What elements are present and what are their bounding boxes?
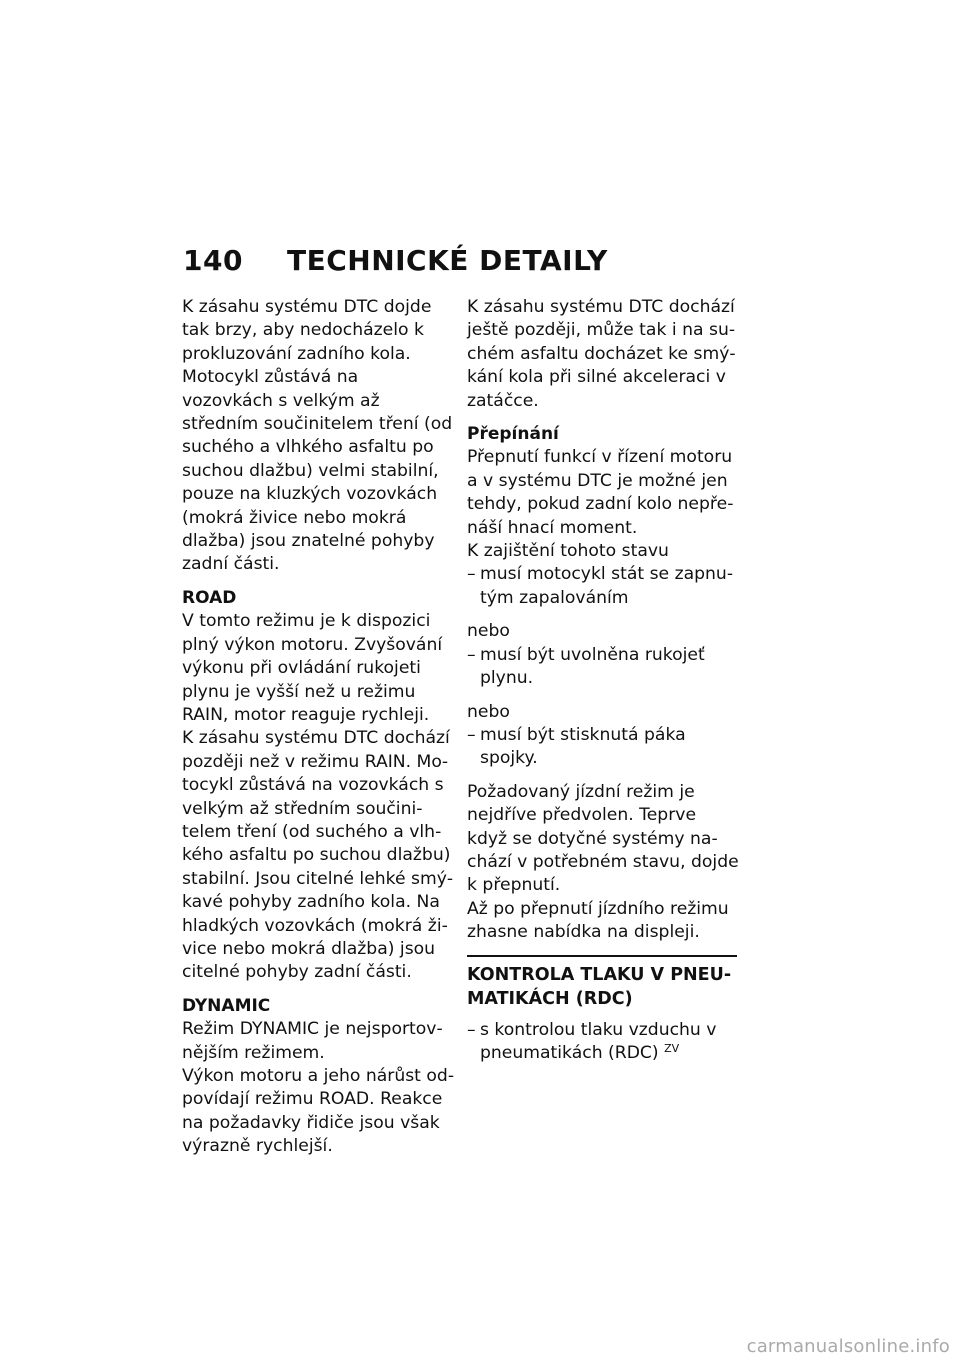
road-paragraph-2: K zásahu systému DTC dochází později než v režimu RAIN. Motocykl zůstává na vozovkách s velkým až středním součinitelem tření (od suchého a vlhkého asfaltu po suchou dlažbu) stabilní. Jsou citelné lehké smýkavé pohyby zadního kola. Na hladkých vozovkách (mokrá živice nebo mokrá dlažba) jsou citelné pohyby zadní části. — [182, 728, 454, 983]
switching-paragraph-3: Až po přepnutí jízdního režimu zhasne nabídka na displeji. — [467, 898, 729, 943]
dynamic-paragraph-1: Režim DYNAMIC je nejsportovnějším režimem. — [182, 1019, 443, 1063]
page-header — [183, 244, 743, 277]
page-number: 140 — [183, 244, 243, 277]
rdc-heading: KONTROLA TLAKU V PNEUMATIKÁCH (RDC) — [467, 955, 737, 1011]
list-item: – musí motocykl stát se zapnutým zapalováním — [467, 563, 739, 610]
or-text: nebo — [467, 621, 510, 642]
condition-list-2 — [467, 644, 739, 691]
dynamic-paragraph-2: Výkon motoru a jeho nárůst odpovídají režimu ROAD. Reakce na požadavky řidiče jsou však výrazně rychlejší. — [182, 1066, 455, 1157]
list-item: – musí být uvolněna rukojeť plynu. — [467, 644, 739, 691]
rdc-item-text: s kontrolou tlaku vzduchu v pneumatikách (RDC) — [480, 1019, 717, 1063]
list-item: – musí být stisknutá páka spojky. — [467, 724, 739, 771]
road-paragraph-1: V tomto režimu je k dispozici plný výkon motoru. Zvyšování výkonu při ovládání rukojeti plynu je vyšší než u režimu RAIN, motor reaguje rychleji. — [182, 611, 443, 725]
or-text: nebo — [467, 701, 510, 722]
rdc-list — [467, 1019, 739, 1066]
condition-list-3 — [467, 724, 739, 771]
dynamic-heading: DYNAMIC — [182, 995, 271, 1016]
switching-paragraph-1: Přepnutí funkcí v řízení motoru a v systému DTC je možné jen tehdy, pokud zadní kolo nepřenáší hnací moment. — [467, 447, 734, 538]
switching-paragraph-2: Požadovaný jízdní režim je nejdříve předvolen. Teprve když se dotyčné systémy nachází v potřebném stavu, dojde k přepnutí. — [467, 781, 739, 896]
left-column — [182, 296, 454, 1169]
list-item — [467, 1019, 739, 1066]
switching-heading: Přepínání — [467, 424, 559, 445]
right-column — [467, 296, 739, 1075]
optional-equipment-mark: ZV — [664, 1041, 680, 1055]
road-heading: ROAD — [182, 587, 237, 608]
condition-intro: K zajištění tohoto stavu — [467, 541, 669, 562]
watermark: carmanualsonline.info — [746, 1336, 950, 1357]
dtc-intro-paragraph: K zásahu systému DTC dojde tak brzy, aby nedocházelo k prokluzování zadního kola. Motocykl zůstává na vozovkách s velkým až středním součinitelem tření (od suchého a vlhkého asfaltu po suchou dlažbu) velmi stabilní, pouze na kluzkých vozovkách (mokrá živice nebo mokrá dlažba) jsou znatelné pohyby zadní části. — [182, 297, 453, 575]
chapter-title: TECHNICKÉ DETAILY — [287, 244, 608, 277]
dtc-later-paragraph: K zásahu systému DTC dochází ještě později, může tak i na suchém asfaltu docházet ke smýkání kola při silné akceleraci v zatáčce. — [467, 297, 736, 411]
condition-list-1 — [467, 563, 739, 610]
